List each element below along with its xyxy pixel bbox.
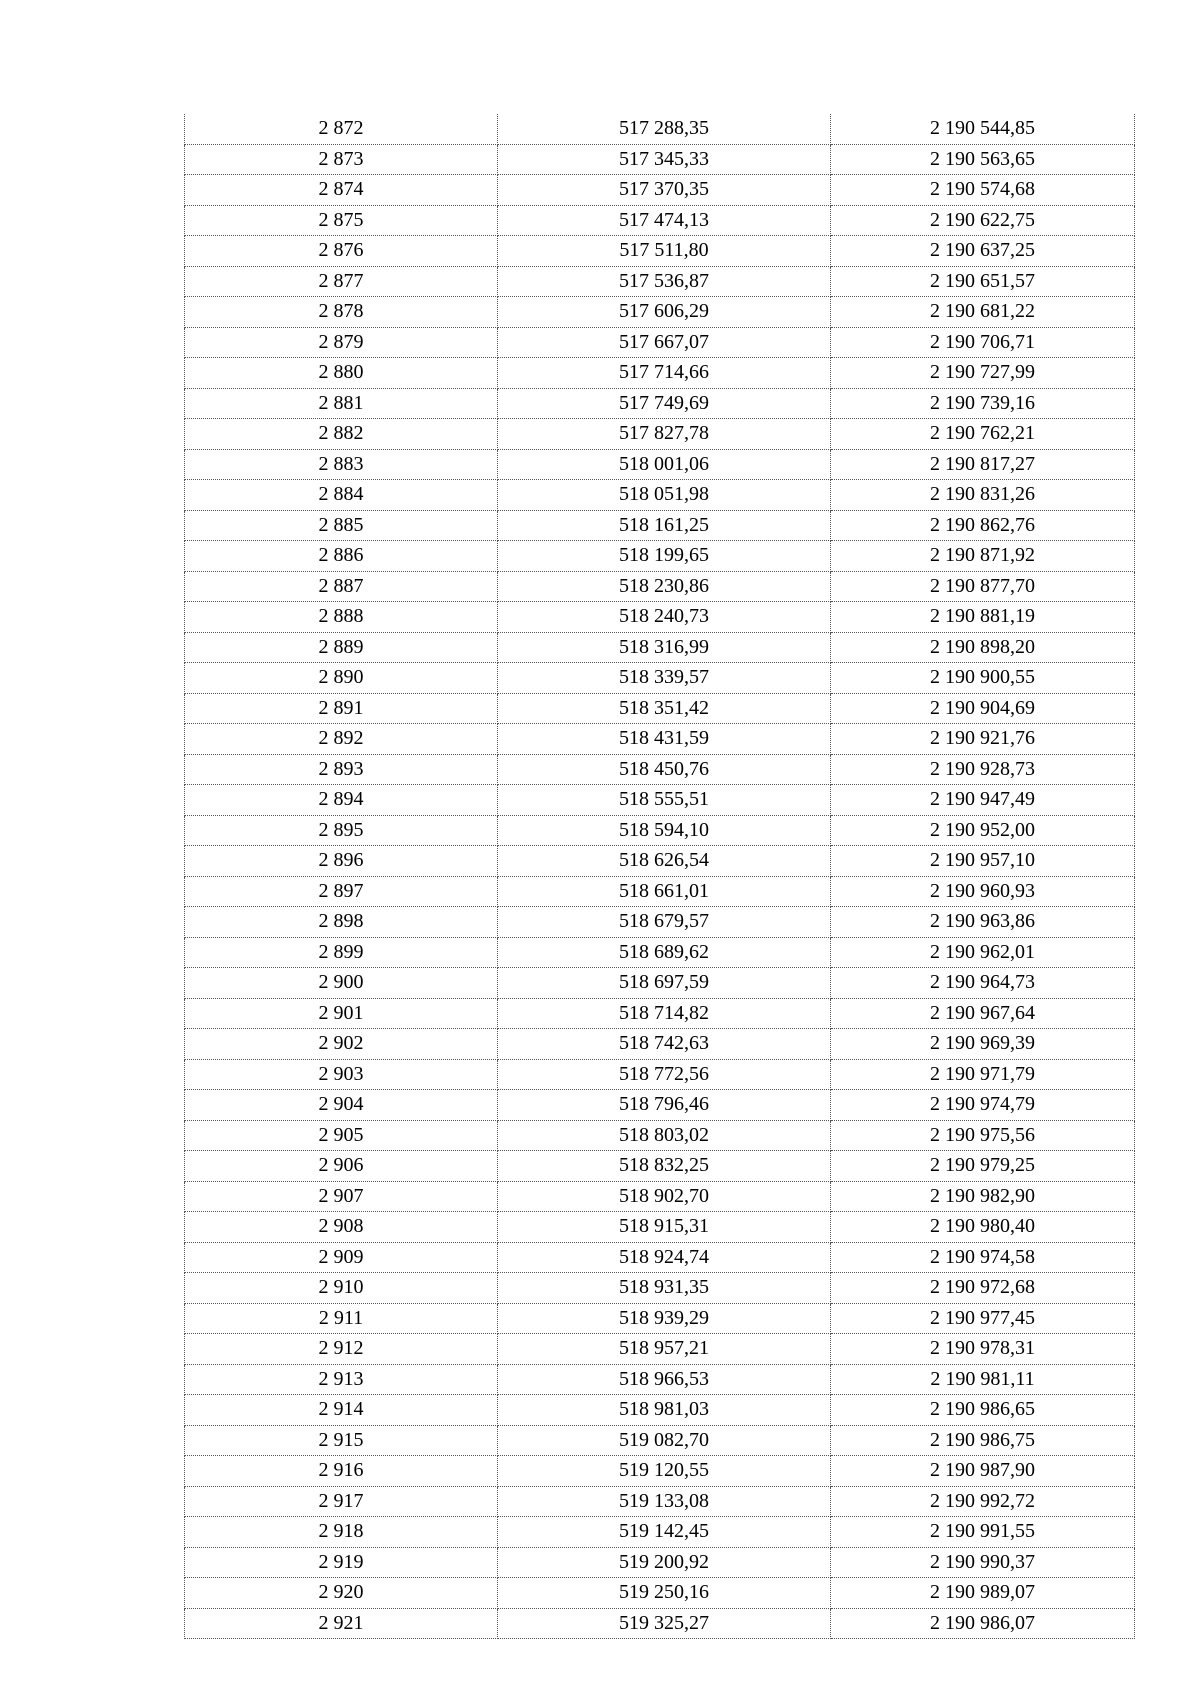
point-number-cell: 2 886 bbox=[185, 541, 498, 572]
point-number-cell: 2 897 bbox=[185, 876, 498, 907]
y-coordinate-cell: 2 190 967,64 bbox=[831, 998, 1135, 1029]
point-number-cell: 2 887 bbox=[185, 571, 498, 602]
table-row bbox=[185, 266, 1135, 297]
y-coordinate-cell: 2 190 952,00 bbox=[831, 815, 1135, 846]
x-coordinate-cell: 517 511,80 bbox=[498, 236, 831, 267]
point-number-cell: 2 912 bbox=[185, 1334, 498, 1365]
x-coordinate-cell: 517 474,13 bbox=[498, 205, 831, 236]
y-coordinate-cell: 2 190 990,37 bbox=[831, 1547, 1135, 1578]
y-coordinate-cell: 2 190 727,99 bbox=[831, 358, 1135, 389]
x-coordinate-cell: 517 536,87 bbox=[498, 266, 831, 297]
x-coordinate-cell: 518 051,98 bbox=[498, 480, 831, 511]
table-row bbox=[185, 1242, 1135, 1273]
table-row bbox=[185, 358, 1135, 389]
point-number-cell: 2 919 bbox=[185, 1547, 498, 1578]
table-row bbox=[185, 846, 1135, 877]
table-row bbox=[185, 998, 1135, 1029]
y-coordinate-cell: 2 190 969,39 bbox=[831, 1029, 1135, 1060]
y-coordinate-cell: 2 190 898,20 bbox=[831, 632, 1135, 663]
y-coordinate-cell: 2 190 972,68 bbox=[831, 1273, 1135, 1304]
table-row bbox=[185, 1425, 1135, 1456]
table-row bbox=[185, 1181, 1135, 1212]
y-coordinate-cell: 2 190 964,73 bbox=[831, 968, 1135, 999]
y-coordinate-cell: 2 190 962,01 bbox=[831, 937, 1135, 968]
x-coordinate-cell: 518 001,06 bbox=[498, 449, 831, 480]
table-row bbox=[185, 785, 1135, 816]
x-coordinate-cell: 518 450,76 bbox=[498, 754, 831, 785]
x-coordinate-cell: 518 931,35 bbox=[498, 1273, 831, 1304]
x-coordinate-cell: 518 661,01 bbox=[498, 876, 831, 907]
y-coordinate-cell: 2 190 991,55 bbox=[831, 1517, 1135, 1548]
y-coordinate-cell: 2 190 992,72 bbox=[831, 1486, 1135, 1517]
y-coordinate-cell: 2 190 963,86 bbox=[831, 907, 1135, 938]
x-coordinate-cell: 518 957,21 bbox=[498, 1334, 831, 1365]
x-coordinate-cell: 518 924,74 bbox=[498, 1242, 831, 1273]
point-number-cell: 2 893 bbox=[185, 754, 498, 785]
table-row bbox=[185, 327, 1135, 358]
table-row bbox=[185, 632, 1135, 663]
x-coordinate-cell: 519 082,70 bbox=[498, 1425, 831, 1456]
table-row bbox=[185, 663, 1135, 694]
y-coordinate-cell: 2 190 981,11 bbox=[831, 1364, 1135, 1395]
point-number-cell: 2 901 bbox=[185, 998, 498, 1029]
point-number-cell: 2 913 bbox=[185, 1364, 498, 1395]
y-coordinate-cell: 2 190 739,16 bbox=[831, 388, 1135, 419]
x-coordinate-cell: 518 555,51 bbox=[498, 785, 831, 816]
table-row bbox=[185, 1395, 1135, 1426]
point-number-cell: 2 904 bbox=[185, 1090, 498, 1121]
table-row bbox=[185, 754, 1135, 785]
x-coordinate-cell: 518 594,10 bbox=[498, 815, 831, 846]
x-coordinate-cell: 518 697,59 bbox=[498, 968, 831, 999]
x-coordinate-cell: 518 915,31 bbox=[498, 1212, 831, 1243]
point-number-cell: 2 900 bbox=[185, 968, 498, 999]
table-row bbox=[185, 1547, 1135, 1578]
point-number-cell: 2 890 bbox=[185, 663, 498, 694]
point-number-cell: 2 879 bbox=[185, 327, 498, 358]
x-coordinate-cell: 518 981,03 bbox=[498, 1395, 831, 1426]
table-row bbox=[185, 236, 1135, 267]
x-coordinate-cell: 518 832,25 bbox=[498, 1151, 831, 1182]
point-number-cell: 2 896 bbox=[185, 846, 498, 877]
point-number-cell: 2 903 bbox=[185, 1059, 498, 1090]
y-coordinate-cell: 2 190 986,07 bbox=[831, 1608, 1135, 1639]
point-number-cell: 2 892 bbox=[185, 724, 498, 755]
table-row bbox=[185, 480, 1135, 511]
table-row bbox=[185, 907, 1135, 938]
y-coordinate-cell: 2 190 877,70 bbox=[831, 571, 1135, 602]
y-coordinate-cell: 2 190 974,58 bbox=[831, 1242, 1135, 1273]
point-number-cell: 2 898 bbox=[185, 907, 498, 938]
point-number-cell: 2 889 bbox=[185, 632, 498, 663]
point-number-cell: 2 905 bbox=[185, 1120, 498, 1151]
y-coordinate-cell: 2 190 881,19 bbox=[831, 602, 1135, 633]
table-row bbox=[185, 297, 1135, 328]
x-coordinate-cell: 518 966,53 bbox=[498, 1364, 831, 1395]
point-number-cell: 2 883 bbox=[185, 449, 498, 480]
table-row bbox=[185, 937, 1135, 968]
y-coordinate-cell: 2 190 622,75 bbox=[831, 205, 1135, 236]
table-row bbox=[185, 449, 1135, 480]
y-coordinate-cell: 2 190 651,57 bbox=[831, 266, 1135, 297]
coordinates-table bbox=[184, 114, 1135, 1639]
table-row bbox=[185, 1090, 1135, 1121]
table-row bbox=[185, 1273, 1135, 1304]
x-coordinate-cell: 518 240,73 bbox=[498, 602, 831, 633]
y-coordinate-cell: 2 190 921,76 bbox=[831, 724, 1135, 755]
y-coordinate-cell: 2 190 986,65 bbox=[831, 1395, 1135, 1426]
point-number-cell: 2 894 bbox=[185, 785, 498, 816]
table-row bbox=[185, 815, 1135, 846]
y-coordinate-cell: 2 190 971,79 bbox=[831, 1059, 1135, 1090]
table-row bbox=[185, 693, 1135, 724]
table-row bbox=[185, 724, 1135, 755]
point-number-cell: 2 914 bbox=[185, 1395, 498, 1426]
y-coordinate-cell: 2 190 979,25 bbox=[831, 1151, 1135, 1182]
table-row bbox=[185, 1212, 1135, 1243]
x-coordinate-cell: 518 714,82 bbox=[498, 998, 831, 1029]
y-coordinate-cell: 2 190 681,22 bbox=[831, 297, 1135, 328]
table-row bbox=[185, 175, 1135, 206]
point-number-cell: 2 911 bbox=[185, 1303, 498, 1334]
x-coordinate-cell: 517 827,78 bbox=[498, 419, 831, 450]
table-row bbox=[185, 1578, 1135, 1609]
y-coordinate-cell: 2 190 974,79 bbox=[831, 1090, 1135, 1121]
point-number-cell: 2 908 bbox=[185, 1212, 498, 1243]
table-row bbox=[185, 1486, 1135, 1517]
x-coordinate-cell: 518 803,02 bbox=[498, 1120, 831, 1151]
point-number-cell: 2 918 bbox=[185, 1517, 498, 1548]
x-coordinate-cell: 518 199,65 bbox=[498, 541, 831, 572]
table-row bbox=[185, 1456, 1135, 1487]
table-row bbox=[185, 1120, 1135, 1151]
point-number-cell: 2 921 bbox=[185, 1608, 498, 1639]
x-coordinate-cell: 518 230,86 bbox=[498, 571, 831, 602]
table-row bbox=[185, 541, 1135, 572]
table-row bbox=[185, 1334, 1135, 1365]
x-coordinate-cell: 519 250,16 bbox=[498, 1578, 831, 1609]
table-row bbox=[185, 205, 1135, 236]
point-number-cell: 2 920 bbox=[185, 1578, 498, 1609]
y-coordinate-cell: 2 190 706,71 bbox=[831, 327, 1135, 358]
y-coordinate-cell: 2 190 989,07 bbox=[831, 1578, 1135, 1609]
y-coordinate-cell: 2 190 904,69 bbox=[831, 693, 1135, 724]
y-coordinate-cell: 2 190 762,21 bbox=[831, 419, 1135, 450]
y-coordinate-cell: 2 190 977,45 bbox=[831, 1303, 1135, 1334]
x-coordinate-cell: 519 200,92 bbox=[498, 1547, 831, 1578]
y-coordinate-cell: 2 190 637,25 bbox=[831, 236, 1135, 267]
point-number-cell: 2 910 bbox=[185, 1273, 498, 1304]
x-coordinate-cell: 517 667,07 bbox=[498, 327, 831, 358]
table-row bbox=[185, 1517, 1135, 1548]
y-coordinate-cell: 2 190 928,73 bbox=[831, 754, 1135, 785]
y-coordinate-cell: 2 190 947,49 bbox=[831, 785, 1135, 816]
y-coordinate-cell: 2 190 831,26 bbox=[831, 480, 1135, 511]
y-coordinate-cell: 2 190 871,92 bbox=[831, 541, 1135, 572]
point-number-cell: 2 875 bbox=[185, 205, 498, 236]
x-coordinate-cell: 517 370,35 bbox=[498, 175, 831, 206]
y-coordinate-cell: 2 190 986,75 bbox=[831, 1425, 1135, 1456]
point-number-cell: 2 874 bbox=[185, 175, 498, 206]
table-row bbox=[185, 571, 1135, 602]
x-coordinate-cell: 519 133,08 bbox=[498, 1486, 831, 1517]
coordinates-table-body bbox=[185, 114, 1135, 1639]
x-coordinate-cell: 517 714,66 bbox=[498, 358, 831, 389]
point-number-cell: 2 877 bbox=[185, 266, 498, 297]
table-row bbox=[185, 876, 1135, 907]
x-coordinate-cell: 519 120,55 bbox=[498, 1456, 831, 1487]
point-number-cell: 2 891 bbox=[185, 693, 498, 724]
x-coordinate-cell: 518 316,99 bbox=[498, 632, 831, 663]
table-row bbox=[185, 144, 1135, 175]
table-row bbox=[185, 114, 1135, 144]
y-coordinate-cell: 2 190 574,68 bbox=[831, 175, 1135, 206]
y-coordinate-cell: 2 190 982,90 bbox=[831, 1181, 1135, 1212]
y-coordinate-cell: 2 190 980,40 bbox=[831, 1212, 1135, 1243]
x-coordinate-cell: 518 679,57 bbox=[498, 907, 831, 938]
x-coordinate-cell: 518 742,63 bbox=[498, 1029, 831, 1060]
y-coordinate-cell: 2 190 987,90 bbox=[831, 1456, 1135, 1487]
y-coordinate-cell: 2 190 978,31 bbox=[831, 1334, 1135, 1365]
table-row bbox=[185, 1303, 1135, 1334]
y-coordinate-cell: 2 190 900,55 bbox=[831, 663, 1135, 694]
point-number-cell: 2 907 bbox=[185, 1181, 498, 1212]
x-coordinate-cell: 518 339,57 bbox=[498, 663, 831, 694]
table-row bbox=[185, 602, 1135, 633]
table-row bbox=[185, 968, 1135, 999]
point-number-cell: 2 888 bbox=[185, 602, 498, 633]
y-coordinate-cell: 2 190 544,85 bbox=[831, 114, 1135, 144]
x-coordinate-cell: 519 325,27 bbox=[498, 1608, 831, 1639]
point-number-cell: 2 902 bbox=[185, 1029, 498, 1060]
x-coordinate-cell: 517 345,33 bbox=[498, 144, 831, 175]
table-row bbox=[185, 419, 1135, 450]
point-number-cell: 2 895 bbox=[185, 815, 498, 846]
x-coordinate-cell: 517 288,35 bbox=[498, 114, 831, 144]
x-coordinate-cell: 518 689,62 bbox=[498, 937, 831, 968]
point-number-cell: 2 872 bbox=[185, 114, 498, 144]
table-row bbox=[185, 388, 1135, 419]
y-coordinate-cell: 2 190 975,56 bbox=[831, 1120, 1135, 1151]
x-coordinate-cell: 518 161,25 bbox=[498, 510, 831, 541]
x-coordinate-cell: 518 351,42 bbox=[498, 693, 831, 724]
point-number-cell: 2 878 bbox=[185, 297, 498, 328]
point-number-cell: 2 882 bbox=[185, 419, 498, 450]
x-coordinate-cell: 518 626,54 bbox=[498, 846, 831, 877]
table-row bbox=[185, 1029, 1135, 1060]
point-number-cell: 2 884 bbox=[185, 480, 498, 511]
x-coordinate-cell: 518 902,70 bbox=[498, 1181, 831, 1212]
y-coordinate-cell: 2 190 563,65 bbox=[831, 144, 1135, 175]
y-coordinate-cell: 2 190 960,93 bbox=[831, 876, 1135, 907]
x-coordinate-cell: 518 431,59 bbox=[498, 724, 831, 755]
point-number-cell: 2 906 bbox=[185, 1151, 498, 1182]
point-number-cell: 2 876 bbox=[185, 236, 498, 267]
x-coordinate-cell: 518 772,56 bbox=[498, 1059, 831, 1090]
table-row bbox=[185, 1059, 1135, 1090]
point-number-cell: 2 909 bbox=[185, 1242, 498, 1273]
x-coordinate-cell: 519 142,45 bbox=[498, 1517, 831, 1548]
table-row bbox=[185, 510, 1135, 541]
point-number-cell: 2 915 bbox=[185, 1425, 498, 1456]
y-coordinate-cell: 2 190 817,27 bbox=[831, 449, 1135, 480]
y-coordinate-cell: 2 190 862,76 bbox=[831, 510, 1135, 541]
table-row bbox=[185, 1151, 1135, 1182]
point-number-cell: 2 880 bbox=[185, 358, 498, 389]
x-coordinate-cell: 518 939,29 bbox=[498, 1303, 831, 1334]
x-coordinate-cell: 517 606,29 bbox=[498, 297, 831, 328]
table-row bbox=[185, 1364, 1135, 1395]
point-number-cell: 2 916 bbox=[185, 1456, 498, 1487]
table-row bbox=[185, 1608, 1135, 1639]
point-number-cell: 2 873 bbox=[185, 144, 498, 175]
point-number-cell: 2 899 bbox=[185, 937, 498, 968]
x-coordinate-cell: 518 796,46 bbox=[498, 1090, 831, 1121]
y-coordinate-cell: 2 190 957,10 bbox=[831, 846, 1135, 877]
point-number-cell: 2 881 bbox=[185, 388, 498, 419]
point-number-cell: 2 917 bbox=[185, 1486, 498, 1517]
point-number-cell: 2 885 bbox=[185, 510, 498, 541]
x-coordinate-cell: 517 749,69 bbox=[498, 388, 831, 419]
